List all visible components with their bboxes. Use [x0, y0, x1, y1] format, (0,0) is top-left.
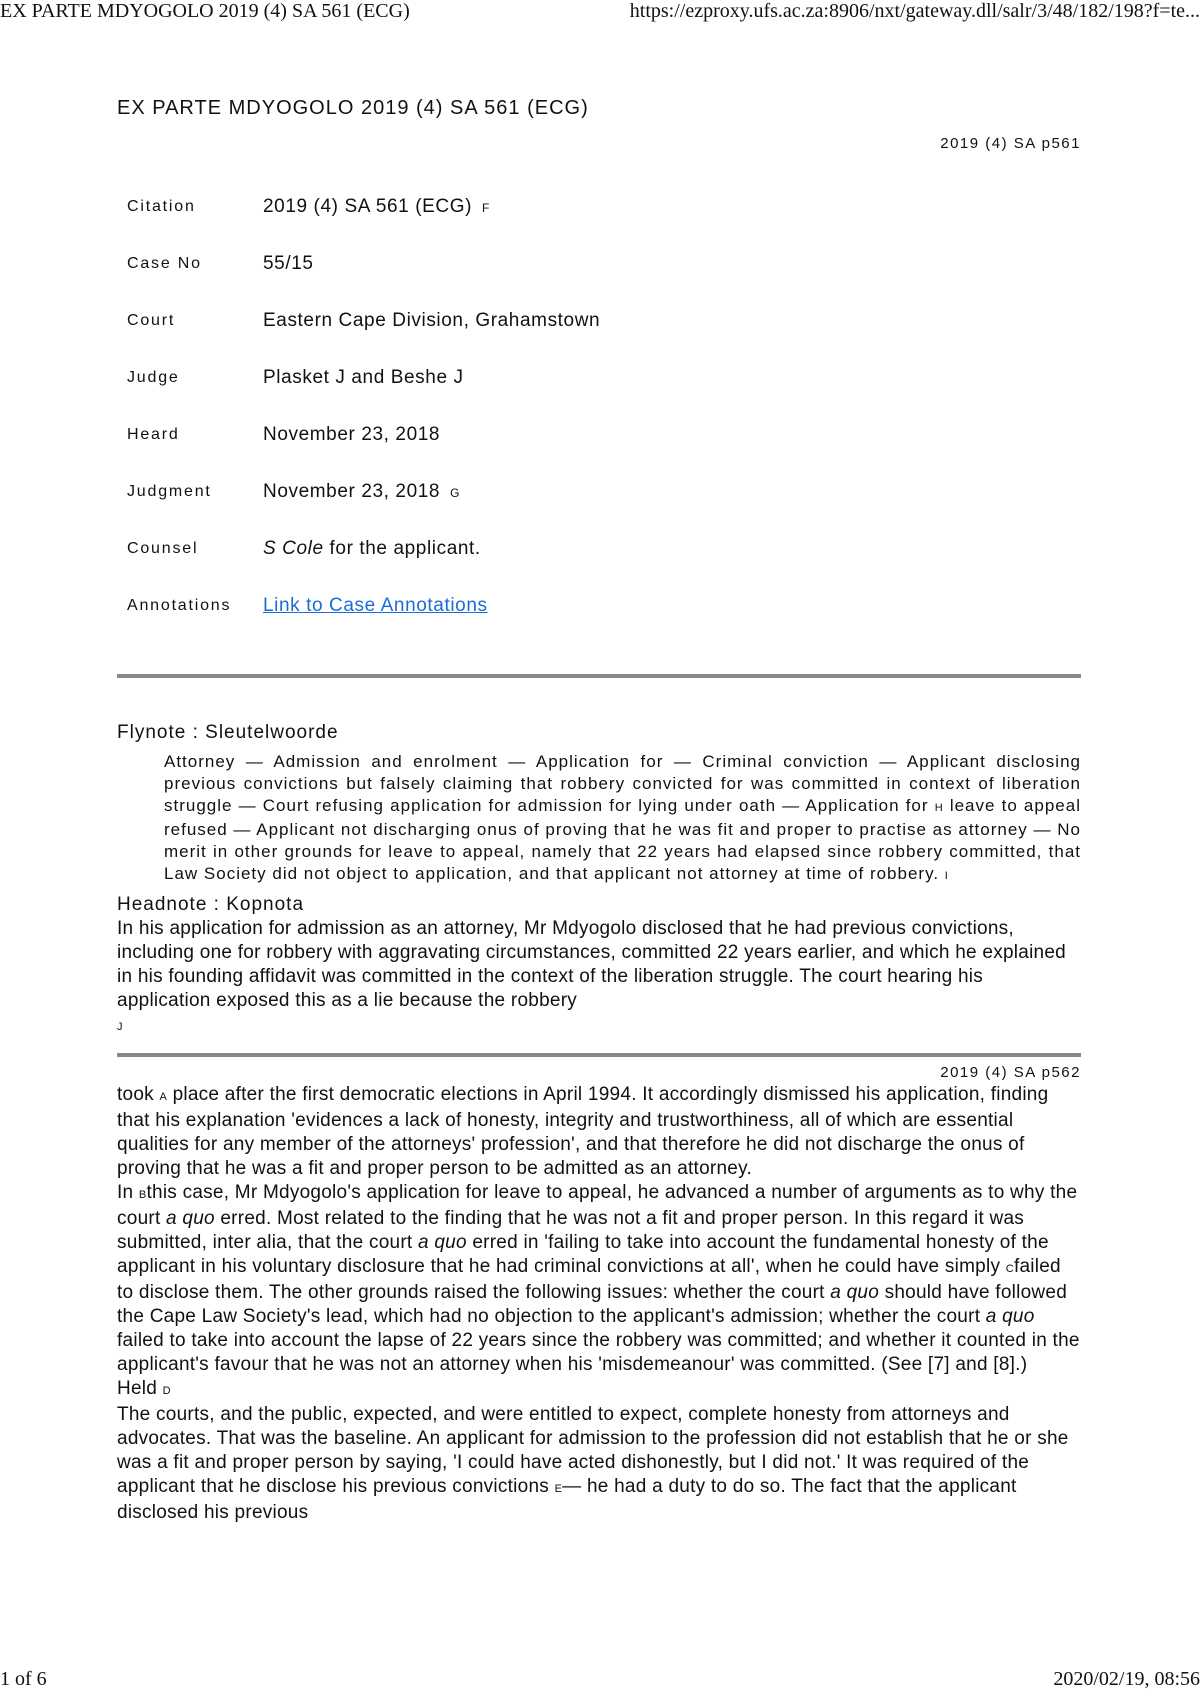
print-header-url: https://ezproxy.ufs.ac.za:8906/nxt/gateway.dll/salr/3/48/182/198?f=te...	[629, 0, 1200, 22]
print-footer	[0, 1668, 1200, 1694]
heard-value: November 23, 2018	[263, 423, 441, 445]
case-metadata-table	[127, 178, 600, 634]
margin-marker: G	[450, 485, 461, 500]
headnote-text: — he had a duty to do so. The fact that the applicant disclosed his previous	[117, 1476, 1017, 1523]
headnote-text: erred. Most related to the finding that he was not a fit and proper person. In this regard it was submitted, inter alia, that the court	[117, 1208, 1025, 1253]
print-datetime: 2020/02/19, 08:56	[1053, 1668, 1200, 1690]
judge-row	[127, 349, 600, 406]
citation-value-cell	[263, 178, 600, 235]
held-label: Held	[117, 1378, 158, 1399]
court-label: Court	[127, 311, 176, 329]
judgment-value-cell	[263, 463, 600, 520]
annotations-value	[263, 577, 600, 634]
headnote-text: this case, Mr Mdyogolo's application for leave to appeal, he advanced a number of arguments as to why the court	[117, 1182, 1078, 1229]
headnote-text: took	[117, 1084, 154, 1105]
headnote-heading: Headnote : Kopnota	[117, 894, 305, 915]
margin-marker: H	[934, 802, 944, 814]
page-divider	[117, 1053, 1081, 1057]
citation-label: Citation	[127, 197, 196, 215]
heard-row	[127, 406, 600, 463]
print-header	[0, 0, 1200, 26]
margin-marker: B	[138, 1189, 147, 1201]
flynote-text-part: leave to appeal refused — Applicant not discharging onus of proving that he was fit and proper to practise as attorney — No merit in other grounds for leave to appeal, namely that 22 years had elapsed since robbery committed, that Law Society did not object to application, and that applicant not attorney at time of robbery.	[164, 796, 1081, 883]
court-row	[127, 292, 600, 349]
judge-label: Judge	[127, 368, 180, 386]
citation-value: 2019 (4) SA 561 (ECG)	[263, 195, 473, 217]
headnote-text: failed to disclose them. The other grounds raised the following issues: whether the court	[117, 1256, 1061, 1303]
print-header-title: EX PARTE MDYOGOLO 2019 (4) SA 561 (ECG)	[0, 0, 410, 22]
latin-term: a quo	[418, 1232, 467, 1253]
flynote-text-part: Attorney — Admission and enrolment — Application for — Criminal conviction — Applicant disclosing previous convictions but falsely claiming that robbery convicted for was committed in context of liberation struggle — Court refusing application for admission for lying under oath — Application for	[164, 752, 1081, 815]
counsel-label: Counsel	[127, 539, 199, 557]
citation-row	[127, 178, 600, 235]
judgment-row	[127, 463, 600, 520]
headnote-paragraph	[117, 1403, 1081, 1525]
annotations-label: Annotations	[127, 596, 232, 614]
counsel-value	[263, 520, 600, 577]
judgment-value: November 23, 2018	[263, 480, 441, 502]
page-reference: 2019 (4) SA p561	[940, 135, 1081, 152]
court-value: Eastern Cape Division, Grahamstown	[263, 309, 601, 331]
headnote-paragraph	[117, 1181, 1081, 1377]
judge-value: Plasket J and Beshe J	[263, 366, 464, 388]
margin-marker: A	[159, 1091, 168, 1103]
headnote-paragraph	[117, 917, 1081, 1039]
case-number-label: Case No	[127, 254, 202, 272]
case-number-value: 55/15	[263, 252, 314, 274]
flynote-heading: Flynote : Sleutelwoorde	[117, 722, 339, 743]
headnote-text: In his application for admission as an attorney, Mr Mdyogolo disclosed that he had previous convictions, including one for robbery with aggravating circumstances, committed 22 years earlier, and which he explained in his founding affidavit was committed in the context of the liberation struggle. The court hearing his application exposed this as a lie because the robbery	[117, 918, 1066, 1011]
headnote-text: failed to take into account the lapse of 22 years since the robbery was committed; and whether it counted in the applicant's favour that he was not an attorney when his 'misdemeanour' was committed. (See [7] and [8].)	[117, 1330, 1080, 1375]
document-page	[117, 96, 1081, 1525]
section-divider	[117, 674, 1081, 678]
headnote-text: should have followed the Cape Law Society's lead, which had no objection to the applicant's admission; whether the court	[117, 1282, 1068, 1327]
flynote-text	[164, 751, 1081, 887]
heard-label: Heard	[127, 425, 180, 443]
headnote-text: The courts, and the public, expected, and were entitled to expect, complete honesty from attorneys and advocates. That was the baseline. An applicant for admission to the profession did not establish that he or she was a fit and proper person by saying, 'I could have acted dishonestly, but I did not.' It was required of the applicant that he disclose his previous convictions	[117, 1404, 1069, 1497]
latin-term: a quo	[166, 1208, 215, 1229]
headnote-text: place after the first democratic elections in April 1994. It accordingly dismissed his application, finding that his explanation 'evidences a lack of honesty, integrity and trustworthiness, all of which are essential qualities for any member of the attorneys' profession', and that therefore he did not discharge the onus of proving that he was a fit and proper person to be admitted as an attorney.	[117, 1084, 1049, 1179]
counsel-name: S Cole	[263, 537, 324, 559]
latin-term: a quo	[830, 1282, 880, 1303]
held-heading	[117, 1377, 1081, 1403]
case-number-row	[127, 235, 600, 292]
margin-marker: E	[554, 1483, 563, 1495]
counsel-row	[127, 520, 600, 577]
document-title: EX PARTE MDYOGOLO 2019 (4) SA 561 (ECG)	[117, 97, 589, 119]
headnote-paragraph	[117, 1083, 1081, 1181]
case-annotations-link[interactable]: Link to Case Annotations	[263, 594, 488, 616]
headnote-text: erred in 'failing to take into account the fundamental honesty of the applicant in his voluntary disclosure that he had criminal convictions at all', when he could have simply	[117, 1232, 1049, 1277]
page-reference: 2019 (4) SA p562	[940, 1064, 1081, 1081]
headnote-text: In	[117, 1182, 134, 1203]
counsel-role: for the applicant.	[329, 537, 481, 559]
margin-marker: I	[944, 870, 949, 882]
margin-marker: J	[117, 1021, 123, 1033]
latin-term: a quo	[985, 1306, 1035, 1327]
margin-marker: C	[1005, 1263, 1014, 1275]
judgment-label: Judgment	[127, 482, 212, 500]
margin-marker: F	[482, 200, 490, 215]
annotations-row	[127, 577, 600, 634]
margin-marker: D	[162, 1385, 171, 1397]
page-count: 1 of 6	[0, 1668, 47, 1690]
